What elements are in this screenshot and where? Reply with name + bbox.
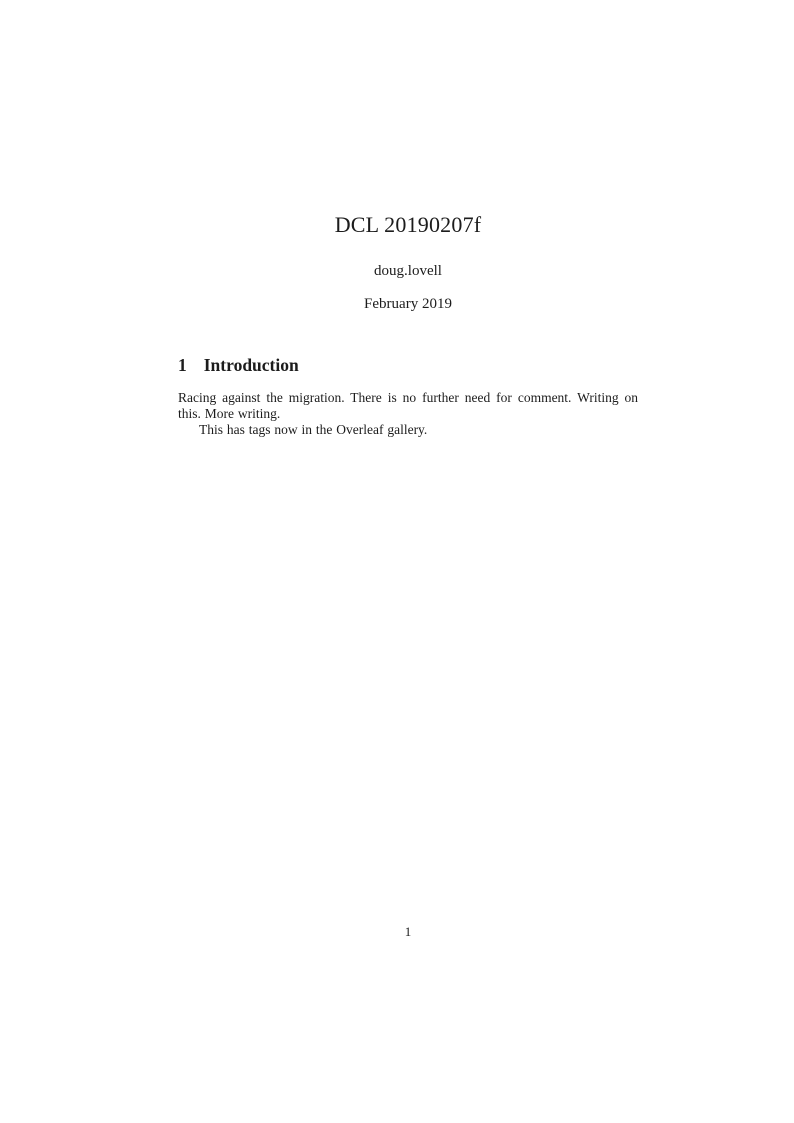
page-number: 1 [404, 924, 412, 939]
paragraph: This has tags now in the Overleaf gallery. [199, 421, 428, 437]
section-number: 1 [178, 355, 187, 376]
text-block [178, 0, 638, 438]
paragraph: Racing against the migration. There is no further need for comment. Writing on this. More writing. [178, 389, 638, 421]
section-title: Introduction [203, 355, 299, 376]
section-body [178, 390, 638, 438]
document-title: DCL 20190207f [334, 212, 482, 237]
document-author: doug.lovell [374, 263, 442, 280]
document-date: February 2019 [364, 296, 452, 313]
section-heading [178, 356, 638, 375]
